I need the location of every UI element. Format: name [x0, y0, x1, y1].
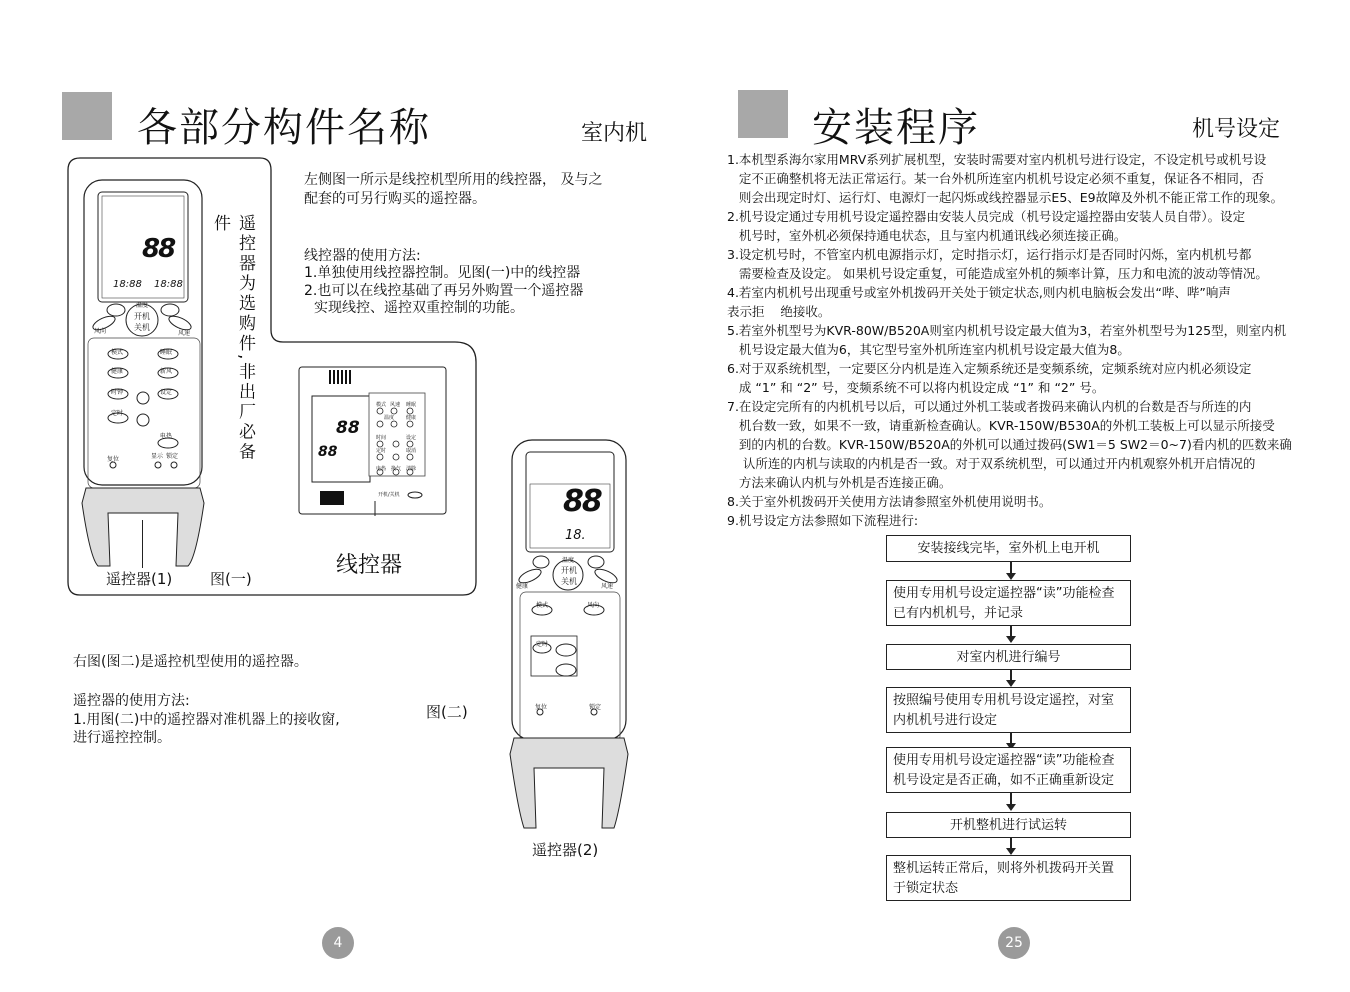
wired-controller-label: 线控器 [336, 553, 403, 578]
right-page-subtitle: 机号设定 [1192, 117, 1281, 142]
remote1-label-fuwei: 复位 [107, 456, 120, 463]
instruction-line: 定不正确整机将无法正常运行。某一台外机所连室内机机号设定必须不重复，保证各不相同，否 [727, 171, 1264, 186]
remote1-label-dingshi: 定时 [111, 410, 124, 417]
figure2-label: 图(二) [426, 703, 468, 721]
remote-usage-title: 遥控器的使用方法: [73, 693, 190, 709]
instruction-line: 认所连的内机与读取的内机是否一致。对于双系统机型，可以通过开内机观察外机开启情况的 [727, 456, 1256, 471]
remote2-label: 遥控器(2) [532, 841, 599, 859]
remote2-btn-guanji[interactable]: 关机 [561, 577, 577, 586]
remote1-label-fengsu: 风速 [178, 330, 191, 337]
instruction-line: 成 “1” 和 “2” 号，变频系统不可以将内机设定成 “1” 和 “2” 号。 [727, 380, 1105, 395]
wired-label-fengsu: 风速 [390, 402, 401, 408]
remote1-label-sheding: 设定 [160, 389, 173, 396]
remote1-label-jiankang: 健康 [111, 368, 124, 375]
instruction-line: 则会出现定时灯、运行灯、电源灯一起闪烁或线控器显示E5、E9故障及外机不能正常工作的现象。 [727, 190, 1284, 205]
instruction-list [727, 150, 1307, 530]
flow-step-2: 使用专用机号设定遥控器“读”功能检查已有内机机号，并记录 [886, 580, 1131, 626]
remote1-label-moshi: 模式 [111, 349, 124, 356]
remote1-label-shizhong: 时钟 [111, 389, 124, 396]
remote2-label-suoding: 锁定 [589, 704, 602, 711]
wired-label-jiankang: 健康 [406, 415, 417, 421]
wired-label-wendu: 温度 [384, 415, 395, 421]
wired-usage-title: 线控器的使用方法: [304, 248, 421, 264]
remote1-lcd-temp: 88 [142, 234, 175, 264]
flow-step-5: 使用专用机号设定遥控器“读”功能检查机号设定是否正确，如不正确重新设定 [886, 747, 1131, 793]
wired-usage-2b: 实现线控、遥控双重控制的功能。 [314, 300, 524, 316]
remote-usage-1: 1.用图(二)中的遥控器对准机器上的接收窗, [73, 712, 340, 728]
instruction-line: 4.若室内机机号出现重号或室外机拨码开关处于锁定状态,则内机电脑板会发出“哔、哔”响声 [727, 285, 1231, 300]
instruction-line: 3.设定机号时，不管室内机电源指示灯，定时指示灯，运行指示灯是否同时闪烁，室内机机号都 [727, 247, 1252, 262]
remote2-label-fuwei: 复位 [535, 704, 548, 711]
wired-usage-2: 2.也可以在线控基础了再另外购置一个遥控器 [304, 283, 584, 299]
left-page-title: 各部分构件名称 [137, 105, 431, 151]
remote2-label-moshi: 模式 [536, 602, 549, 609]
left-page-subtitle: 室内机 [581, 121, 648, 146]
wired-label-huanqi: 换气 [391, 466, 402, 472]
remote1-btn-kaiji[interactable]: 开机 [134, 312, 150, 321]
remote1-label: 遥控器(1) [106, 570, 173, 588]
instruction-line: 8.关于室外机拨码开关使用方法请参照室外机使用说明书。 [727, 494, 1052, 509]
wired-usage-1: 1.单独使用线控器控制。见图(一)中的线控器 [304, 265, 581, 281]
wired-label-dingshi: 定时 [376, 448, 387, 454]
instruction-line: 机号时，室外机必须保持通电状态，且与室内机通讯线必须连接正确。 [727, 228, 1127, 243]
wired-label-dianre: 电热 [376, 466, 387, 472]
flow-step-7: 整机运转正常后，则将外机拨码开关置于锁定状态 [886, 855, 1131, 901]
flow-arrow-1 [1010, 562, 1012, 574]
remote1-label-wendu: 温度 [136, 302, 149, 309]
wired-label-sheding: 设定 [406, 435, 417, 441]
remote2-label-jiankang: 健康 [516, 583, 529, 590]
remote2-label-dingshi: 定时 [536, 641, 549, 648]
wired-label-quxiao: 取消 [406, 448, 417, 454]
flow-step-4: 按照编号使用专用机号设定遥控，对室内机机号进行设定 [886, 687, 1131, 733]
remote2-btn-kaiji[interactable]: 开机 [561, 566, 577, 575]
remote2-lcd-small: 18. [565, 528, 586, 543]
remote2-intro: 右图(图二)是遥控机型使用的遥控器。 [73, 654, 308, 670]
wired-lcd-small: 88 [318, 444, 338, 460]
flow-arrow-3 [1010, 670, 1012, 681]
left-intro-text: 左侧图一所示是线控机型所用的线控器， 及与之配套的可另行购买的遥控器。 [304, 172, 603, 207]
remote2-label-fengxiang: 风向 [587, 602, 600, 609]
wired-controller-drawing [298, 366, 448, 516]
right-title-block [738, 90, 788, 138]
remote1-label-xinfeng: 新风 [160, 368, 173, 375]
figure1-label: 图(一) [210, 570, 252, 588]
wired-label-kaiguan: 开机/关机 [378, 492, 400, 498]
left-title-block [62, 92, 112, 140]
instruction-line: 1.本机型系海尔家用MRV系列扩展机型，安装时需要对室内机机号进行设定，不设定机号或机号设 [727, 152, 1267, 167]
flow-step-6: 开机整机进行试运转 [886, 812, 1131, 838]
remote2-label-fengsu: 风速 [601, 583, 614, 590]
wired-label-shijian: 时间 [376, 435, 387, 441]
instruction-line: 6.对于双系统机型，一定要区分内机是连入定频系统还是变频系统，定频系统对应内机必须设定 [727, 361, 1252, 376]
remote-usage-1b: 进行遥控控制。 [73, 730, 171, 746]
instruction-line: 表示拒 绝接收。 [727, 304, 831, 319]
remote1-btn-guanji[interactable]: 关机 [134, 323, 150, 332]
instruction-line: 到的内机的台数。KVR-150W/B520A的外机可以通过拨码(SW1＝5 SW2＝0~7)看内机的匹数来确 [727, 437, 1292, 452]
instruction-line: 2.机号设定通过专用机号设定遥控器由安装人员完成（机号设定遥控器由安装人员自带）。设定 [727, 209, 1246, 224]
wired-label-moshi: 模式 [376, 402, 387, 408]
instruction-line: 9.机号设定方法参照如下流程进行: [727, 513, 919, 528]
remote1-label-dianre: 电热 [160, 433, 173, 440]
remote1-label-suoding: 锁定 [166, 453, 179, 460]
instruction-line: 机号设定最大值为6，其它型号室外机所连室内机机号设定最大值为8。 [727, 342, 1130, 357]
flow-arrow-5 [1010, 793, 1012, 805]
wired-label-qingchu: 清除 [406, 466, 417, 472]
flow-arrow-4 [1010, 733, 1012, 744]
wired-label-shuimian: 睡眠 [406, 402, 417, 408]
right-page-number: 25 [998, 927, 1030, 959]
flow-arrow-2 [1010, 626, 1012, 637]
remote2-lcd-temp: 88 [563, 484, 601, 519]
left-page-number: 4 [322, 927, 354, 959]
remote1-label-shuimian: 睡眠 [160, 349, 173, 356]
wired-lcd-big: 88 [336, 418, 360, 438]
remote2-label-wendu: 温度 [562, 557, 575, 564]
instruction-line: 需要检查及设定。 如果机号设定重复，可能造成室外机的频率计算，压力和电流的波动等情况。 [727, 266, 1268, 281]
right-page-title: 安装程序 [812, 105, 980, 151]
remote1-lcd-time-on: 18:88 [113, 279, 142, 290]
flow-arrow-6 [1010, 838, 1012, 849]
remote1-pointer [142, 520, 143, 568]
remote1-label-xianshi: 显示 [151, 453, 164, 460]
remote1-label-fengxiang: 风向 [94, 328, 107, 335]
flow-step-1: 安装接线完毕，室外机上电开机 [886, 535, 1131, 562]
instruction-line: 5.若室外机型号为KVR-80W/B520A则室内机机号设定最大值为3，若室外机型号为125型，则室内机 [727, 323, 1287, 338]
instruction-line: 方法来确认内机与外机是否连接正确。 [727, 475, 952, 490]
flow-step-3: 对室内机进行编号 [886, 644, 1131, 670]
remote-optional-note: 遥控器为选购件,非出厂必备件 [210, 214, 255, 463]
remote1-lcd-time-off: 18:88 [154, 279, 183, 290]
instruction-line: 7.在设定完所有的内机机号以后，可以通过外机工装或者拨码来确认内机的台数是否与所连的内 [727, 399, 1252, 414]
instruction-line: 机台数一致，如果不一致，请重新检查确认。KVR-150W/B530A的外机工装板上可以显示所接受 [727, 418, 1275, 433]
